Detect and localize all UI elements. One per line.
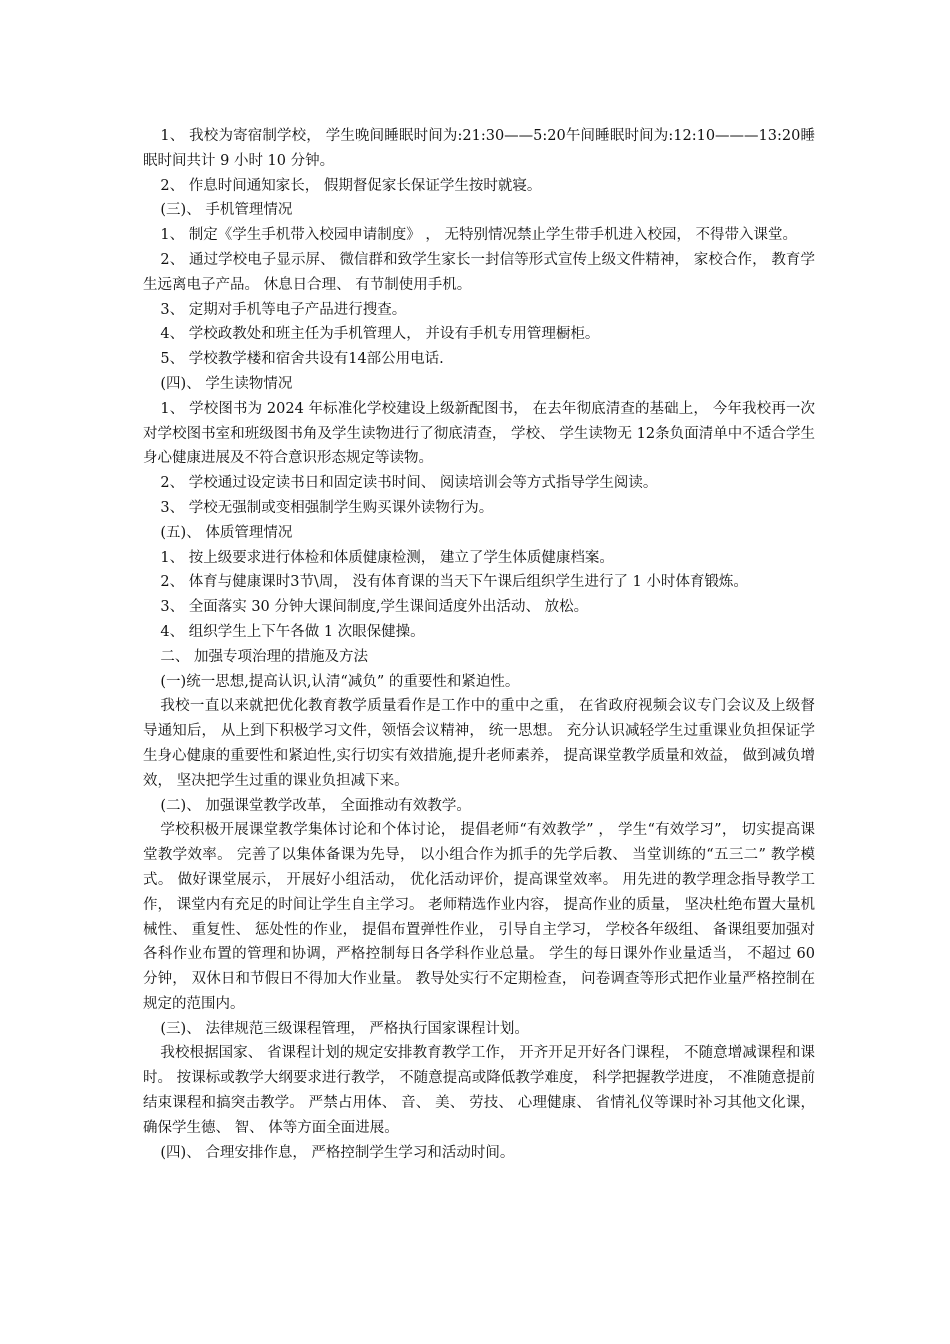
- paragraph-eye-exercise: 4、 组织学生上下午各做 1 次眼保健操。: [160, 623, 425, 640]
- paragraph-effective-teaching: 学校积极开展课堂教学集体讨论和个体讨论， 提倡老师“有效教学” ， 学生“有效学习”， 切实提高课堂教学效率。 完善了以集体备课为先导， 以小组合作为抓手的先学后教、 当堂训练的“五三二” 教学模式。 做好课堂展示， 开展好小组活动， 优化活动评价，提高课堂效率。 用先进的教学理念指导教学工作， 课堂内有充足的时间让学生自主学习。 老师精选作业内容， 提高作业的质量， 坚决杜绝布置大量机械性、 重复性、 惩处性的作业， 提倡布置弹性作业， 引导自主学习， 学校各年级组、 备课组要加强对各科作业布置的管理和协调，严格控制每日各学科作业总量。 学生的每日课外作业量适当， 不超过 60 分钟， 双休日和节假日不得加大作业量。 教导处实行不定期检查， 问卷调查等形式把作业量严格控制在规定的范围内。: [143, 822, 815, 1012]
- paragraph-sleep-time: 1、 我校为寄宿制学校， 学生晚间睡眠时间为:21:30——5:20午间睡眠时间为:12:10———13:20睡眠时间共计 9 小时 10 分钟。: [143, 128, 815, 169]
- section-heading-physique: (五)、 体质管理情况: [160, 524, 293, 541]
- paragraph-curriculum-plan: 我校根据国家、 省课程计划的规定安排教育教学工作， 开齐开足开好各门课程， 不随意增减课程和课时。 按课标或教学大纲要求进行教学， 不随意提高或降低教学难度， 科学把握教学进度， 不准随意提前结束课程和搞突击教学。 严禁占用体、 音、 美、 劳技、 心理健康、 省情礼仪等课时补习其他文化课， 确保学生德、 智、 体等方面全面进展。: [143, 1045, 815, 1136]
- paragraph-phone-search: 3、 定期对手机等电子产品进行搜查。: [160, 301, 407, 318]
- subheading-unify-thinking: (一)统一思想,提高认识,认清“减负” 的重要性和紧迫性。: [160, 673, 520, 690]
- paragraph-quality-priority: 我校一直以来就把优化教育教学质量看作是工作中的重中之重， 在省政府视频会议专门会议及上级督导通知后， 从上到下积极学习文件，领悟会议精神， 统一思想。 充分认识减轻学生过重课业负担保证学生身心健康的重要性和紧迫性,实行切实有效措施,提升老师素养， 提高课堂教学质量和效益， 做到减负增效， 坚决把学生过重的课业负担减下来。: [143, 698, 815, 789]
- paragraph-public-phones: 5、 学校教学楼和宿舍共设有14部公用电话.: [160, 351, 444, 368]
- section-heading-phone-management: (三)、 手机管理情况: [160, 202, 293, 219]
- paragraph-phone-policy: 1、 制定《学生手机带入校园申请制度》 ， 无特别情况禁止学生带手机进入校园， 不得带入课堂。: [160, 227, 798, 244]
- paragraph-library-check: 1、 学校图书为 2024 年标准化学校建设上级新配图书， 在去年彻底清查的基础上， 今年我校再一次对学校图书室和班级图书角及学生读物进行了彻底清查， 学校、 学生读物无 12条负面清单中不适合学生身心健康进展及不符合意识形态规定等读物。: [143, 400, 815, 467]
- paragraph-pe-hours: 2、 体育与健康课时3节\周， 没有体育课的当天下午课后组织学生进行了 1 小时体育锻炼。: [160, 574, 748, 591]
- section-heading-measures: 二、 加强专项治理的措施及方法: [160, 648, 368, 665]
- paragraph-health-check: 1、 按上级要求进行体检和体质健康检测， 建立了学生体质健康档案。: [160, 549, 614, 566]
- subheading-schedule-control: (四)、 合理安排作息， 严格控制学生学习和活动时间。: [160, 1144, 515, 1161]
- paragraph-recess: 3、 全面落实 30 分钟大课间制度,学生课间适度外出活动、 放松。: [160, 599, 589, 616]
- paragraph-phone-custodian: 4、 学校政教处和班主任为手机管理人， 并设有手机专用管理橱柜。: [160, 326, 600, 343]
- document-page: [143, 124, 815, 1165]
- paragraph-notify-parents: 2、 作息时间通知家长， 假期督促家长保证学生按时就寝。: [160, 177, 542, 194]
- paragraph-no-forced-purchase: 3、 学校无强制或变相强制学生购买课外读物行为。: [160, 499, 494, 516]
- paragraph-reading-day: 2、 学校通过设定读书日和固定读书时间、 阅读培训会等方式指导学生阅读。: [160, 475, 658, 492]
- section-heading-reading: (四)、 学生读物情况: [160, 375, 293, 392]
- paragraph-phone-publicity: 2、 通过学校电子显示屏、 微信群和致学生家长一封信等形式宣传上级文件精神， 家校合作， 教育学生远离电子产品。 休息日合理、 有节制使用手机。: [143, 251, 815, 293]
- subheading-classroom-reform: (二)、 加强课堂教学改革， 全面推动有效教学。: [160, 797, 471, 814]
- subheading-curriculum-management: (三)、 法律规范三级课程管理， 严格执行国家课程计划。: [160, 1020, 529, 1037]
